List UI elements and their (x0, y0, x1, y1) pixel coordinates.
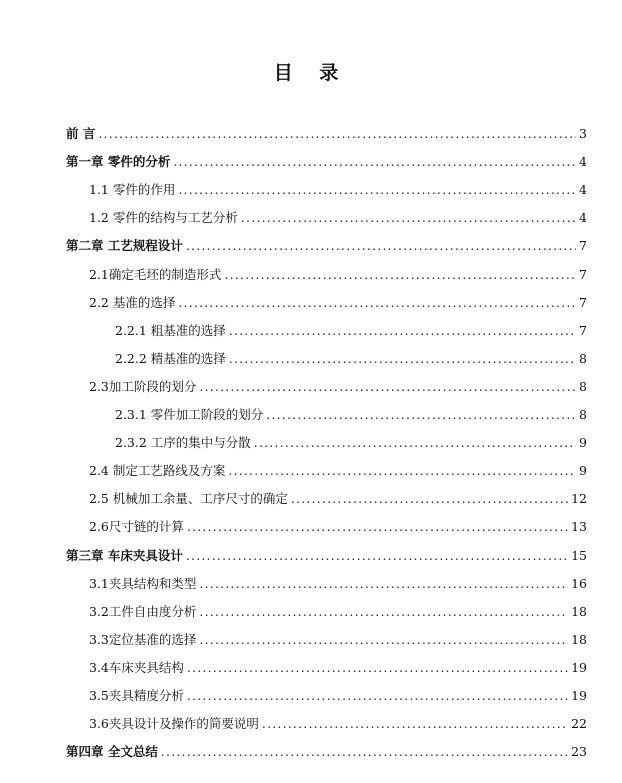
toc-entry-text: 2.5 机械加工余量、工序尺寸的确定 (89, 491, 288, 507)
toc-entry-page: 12 (571, 491, 587, 507)
toc-entry-page: 19 (571, 688, 587, 703)
dot-leader (161, 738, 568, 766)
toc-entry[interactable] (0, 261, 622, 289)
toc-entry-page: 7 (579, 322, 587, 338)
toc-entry-page: 4 (579, 210, 587, 226)
toc-entry[interactable] (0, 626, 622, 654)
toc-entry-text: 第三章 车床夹具设计 (66, 547, 183, 563)
toc-entry[interactable] (0, 148, 622, 176)
toc-entry-text: 3.2工件自由度分析 (89, 603, 197, 619)
toc-entry[interactable] (0, 710, 622, 738)
toc-entry-text: 第二章 工艺规程设计 (66, 238, 183, 254)
toc-entry[interactable] (0, 485, 622, 513)
dot-leader (199, 570, 568, 598)
toc-entry[interactable] (0, 204, 622, 232)
toc-entry[interactable] (0, 654, 622, 682)
toc-entry-page: 7 (579, 266, 587, 282)
toc-entry-text: 1.2 零件的结构与工艺分析 (89, 210, 238, 226)
toc-entry-text: 3.5夹具精度分析 (89, 688, 184, 703)
toc-entry-page: 9 (579, 435, 587, 451)
toc-entry-text: 3.6夹具设计及操作的简要说明 (89, 716, 259, 732)
toc-entry-page: 15 (571, 547, 587, 563)
toc-entry-text: 2.3加工阶段的划分 (89, 378, 197, 394)
dot-leader (241, 204, 576, 232)
toc-entry[interactable] (0, 682, 622, 710)
dot-leader (224, 261, 576, 289)
dot-leader (254, 429, 576, 457)
dot-leader (266, 401, 576, 429)
toc-entry-page: 9 (579, 463, 587, 479)
toc-entry[interactable] (0, 429, 622, 457)
toc-entry[interactable] (0, 598, 622, 626)
toc-entry-text: 2.1确定毛坯的制造形式 (89, 266, 222, 282)
toc-entry[interactable] (0, 317, 622, 345)
toc-entry-page: 22 (571, 716, 587, 732)
dot-leader (229, 345, 576, 373)
dot-leader (228, 457, 576, 485)
toc-entry-page: 8 (579, 378, 587, 394)
toc-entry-page: 13 (571, 519, 587, 535)
toc-entry[interactable] (0, 373, 622, 401)
toc-entry-page: 4 (579, 182, 587, 198)
toc-entry-text: 前 言 (66, 126, 96, 141)
dot-leader (229, 317, 576, 345)
toc-entry-text: 2.6尺寸链的计算 (89, 519, 184, 535)
toc-entry-page: 4 (579, 154, 587, 170)
dot-leader (186, 232, 576, 260)
toc-entry[interactable] (0, 738, 622, 766)
toc-entry-page: 7 (579, 294, 587, 310)
toc-entry-page: 23 (571, 744, 587, 760)
dot-leader (98, 120, 576, 148)
toc-entry-text: 2.2 基准的选择 (89, 294, 176, 310)
toc-entry-page: 16 (571, 575, 587, 591)
dot-leader (199, 626, 568, 654)
toc-entry-text: 2.3.2 工序的集中与分散 (115, 435, 251, 451)
dot-leader (178, 289, 576, 317)
toc-entry-page: 18 (571, 631, 587, 647)
toc-entry-text: 2.2.2 精基准的选择 (115, 350, 226, 366)
toc-entry-text: 2.2.1 粗基准的选择 (115, 322, 226, 338)
toc-entry[interactable] (0, 232, 622, 260)
toc-entry[interactable] (0, 401, 622, 429)
toc-entry[interactable] (0, 457, 622, 485)
toc-entry-page: 3 (579, 126, 587, 141)
toc-entry-text: 3.4车床夹具结构 (89, 659, 184, 675)
dot-leader (187, 513, 568, 541)
toc-entry-text: 3.1夹具结构和类型 (89, 575, 197, 591)
toc-entry[interactable] (0, 570, 622, 598)
toc-entry[interactable] (0, 120, 622, 148)
toc-entry[interactable] (0, 176, 622, 204)
toc-entry[interactable] (0, 289, 622, 317)
toc-entry-page: 7 (579, 238, 587, 254)
toc-entry-page: 8 (579, 350, 587, 366)
toc-title: 目 录 (273, 62, 349, 84)
dot-leader (291, 485, 568, 513)
toc-entry[interactable] (0, 513, 622, 541)
dot-leader (187, 682, 568, 710)
dot-leader (173, 148, 576, 176)
toc-entry-text: 2.3.1 零件加工阶段的划分 (115, 407, 264, 422)
dot-leader (199, 598, 568, 626)
toc-entry-text: 2.4 制定工艺路线及方案 (89, 463, 226, 479)
toc-entry-text: 3.3定位基准的选择 (89, 631, 197, 647)
toc-entry-page: 19 (571, 659, 587, 675)
dot-leader (187, 654, 568, 682)
dot-leader (178, 176, 576, 204)
dot-leader (199, 373, 576, 401)
toc-entry[interactable] (0, 542, 622, 570)
toc-entry[interactable] (0, 345, 622, 373)
toc-entry-text: 第四章 全文总结 (66, 744, 158, 760)
toc-entry-page: 8 (579, 407, 587, 422)
toc-entry-page: 18 (571, 603, 587, 619)
dot-leader (186, 542, 568, 570)
dot-leader (262, 710, 568, 738)
toc-entry-text: 1.1 零件的作用 (89, 182, 176, 198)
toc-entry-text: 第一章 零件的分析 (66, 154, 171, 170)
